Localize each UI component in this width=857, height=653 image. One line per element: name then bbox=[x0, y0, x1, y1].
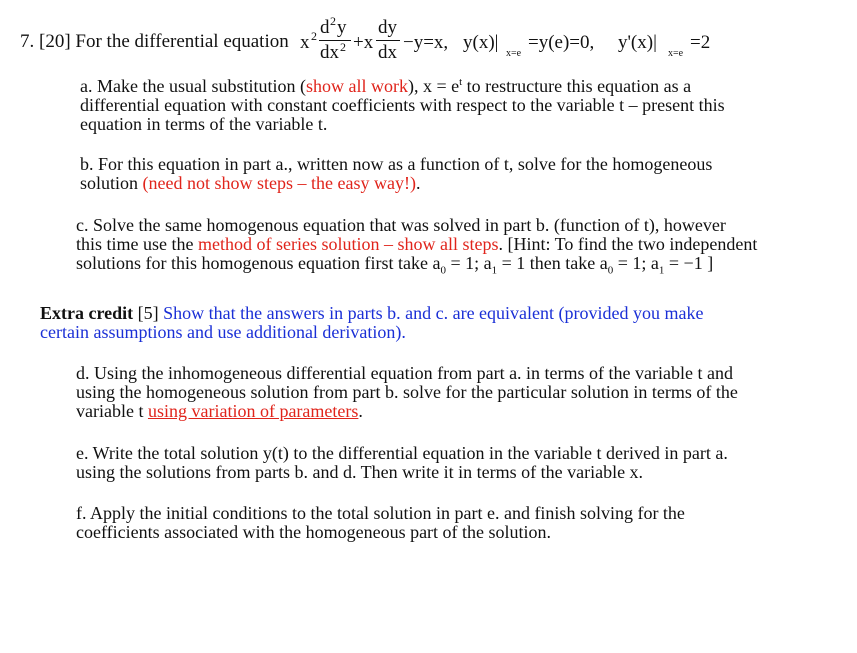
eq-ic2-rhs: =2 bbox=[690, 32, 711, 53]
eq-ic1-rhs: =y(e)=0, bbox=[528, 32, 595, 53]
part-c-sub-1: 0 bbox=[440, 264, 446, 277]
eq-ic1: y(x)| bbox=[463, 32, 499, 53]
part-b-line-2 bbox=[80, 174, 857, 193]
part-d-line-2: using the homogeneous solution from part b. solve for the particular solution in terms of the bbox=[76, 382, 738, 402]
part-c-line-2 bbox=[76, 235, 852, 254]
part-a-line-3: equation in terms of the variable t. bbox=[80, 114, 328, 134]
part-a bbox=[80, 73, 857, 134]
part-c-text-2: . [Hint: To find the two independent bbox=[498, 234, 758, 254]
part-a-exp: t bbox=[459, 76, 463, 88]
part-e bbox=[76, 444, 852, 482]
part-d-text-1: variable t bbox=[76, 401, 148, 421]
extra-credit-label: Extra credit bbox=[40, 303, 134, 323]
part-c-hint-3: = 1 then take a bbox=[497, 253, 608, 273]
eq-d2y-den-exp: 2 bbox=[340, 40, 346, 54]
part-a-line-2: differential equation with constant coefficients with respect to the variable t – present this bbox=[80, 95, 725, 115]
part-c-sub-2: 1 bbox=[491, 264, 498, 277]
eq-d2y-den: dx bbox=[320, 42, 339, 63]
part-a-show-work: show all work bbox=[305, 76, 408, 96]
part-c-sub-4: 1 bbox=[658, 264, 665, 277]
part-c-method: method of series solution – show all steps bbox=[197, 234, 499, 254]
part-c-sub-3: 0 bbox=[607, 264, 614, 277]
eq-ic1-sub: x=e bbox=[506, 48, 522, 59]
eq-dy-den: dx bbox=[378, 42, 397, 63]
part-d-line-1: d. Using the inhomogeneous differential equation from part a. in terms of the variable t and bbox=[76, 363, 733, 383]
part-c-hint-4: = 1; a bbox=[613, 253, 659, 273]
problem-statement bbox=[20, 14, 850, 68]
part-b-text-2: . bbox=[415, 173, 421, 193]
eq-x-exp: 2 bbox=[311, 29, 317, 43]
part-d-line-3 bbox=[76, 402, 857, 421]
eq-ic2-sub: x=e bbox=[668, 48, 684, 59]
part-a-line-1 bbox=[80, 73, 857, 96]
part-a-text-1: a. Make the usual substitution ( bbox=[80, 76, 306, 96]
eq-rhs: −y=x, bbox=[403, 32, 449, 53]
part-e-line-1: e. Write the total solution y(t) to the differential equation in the variable t derived in part a. bbox=[76, 443, 728, 463]
part-d-text-2: . bbox=[358, 401, 363, 421]
part-b-line-1: b. For this equation in part a., written now as a function of t, solve for the homogeneous bbox=[80, 154, 713, 174]
problem-number-label: 7. [20] For the differential equation bbox=[20, 31, 289, 52]
extra-credit-points: [5] bbox=[133, 303, 164, 323]
part-a-text-3: to restructure this equation as a bbox=[462, 76, 692, 96]
part-c-line-3 bbox=[76, 254, 852, 281]
part-c-hint-5: = −1 ] bbox=[664, 253, 714, 273]
extra-credit-text-1: Show that the answers in parts b. and c. are equivalent (provided you make bbox=[163, 303, 704, 323]
part-a-text-2: ), x = e bbox=[407, 76, 460, 96]
part-b-easy-way: (need not show steps – the easy way!) bbox=[142, 173, 416, 193]
part-b-text-1: solution bbox=[80, 173, 143, 193]
part-f-line-1: f. Apply the initial conditions to the total solution in part e. and finish solving for the bbox=[76, 503, 685, 523]
eq-d2y-y: y bbox=[337, 17, 347, 38]
part-f bbox=[76, 504, 857, 542]
eq-plus-x: +x bbox=[353, 32, 374, 53]
part-f-line-2: coefficients associated with the homogeneous part of the solution. bbox=[76, 522, 552, 542]
eq-dy-num: dy bbox=[378, 17, 397, 38]
part-c-line-1: c. Solve the same homogenous equation that was solved in part b. (function of t), however bbox=[76, 215, 726, 235]
eq-ic2: y'(x)| bbox=[618, 32, 657, 53]
part-b bbox=[80, 155, 857, 193]
part-d bbox=[76, 364, 857, 421]
part-c-hint-2: = 1; a bbox=[445, 253, 492, 273]
extra-credit-line-2: certain assumptions and use additional derivation). bbox=[40, 322, 406, 342]
part-d-variation: using variation of parameters bbox=[147, 401, 359, 421]
extra-credit bbox=[40, 304, 840, 342]
part-c-hint-1: solutions for this homogenous equation first take a bbox=[76, 253, 441, 273]
eq-x: x bbox=[300, 32, 310, 53]
part-c bbox=[76, 216, 852, 281]
part-c-text-1: this time use the bbox=[76, 234, 198, 254]
eq-d2y-exp: 2 bbox=[330, 14, 336, 28]
extra-credit-line-1 bbox=[40, 304, 840, 323]
eq-d2y-d: d bbox=[320, 17, 330, 38]
part-e-line-2: using the solutions from parts b. and d. Then write it in terms of the variable x. bbox=[76, 462, 644, 482]
